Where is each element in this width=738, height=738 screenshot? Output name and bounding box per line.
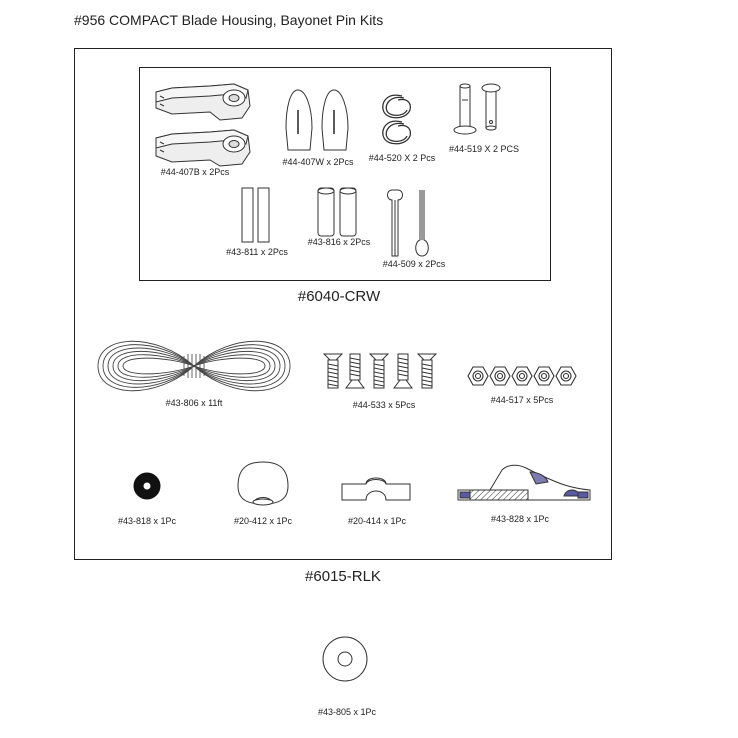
part-label-43-811: #43-811 x 2Pcs	[226, 247, 288, 257]
clevis-pin-44-519-drawing	[452, 80, 508, 140]
pad-43-816-drawing	[314, 186, 362, 238]
washer-43-818-drawing	[133, 472, 161, 500]
part-label-43-828: #43-828 x 1Pc	[490, 514, 550, 524]
wedge-44-407w-drawing	[282, 88, 352, 154]
part-label-44-519: #44-519 X 2 PCS	[448, 144, 520, 154]
part-label-20-412: #20-412 x 1Pc	[233, 516, 293, 526]
coiled-line-43-806-drawing	[96, 330, 292, 402]
part-label-44-517: #44-517 x 5Pcs	[490, 395, 554, 405]
part-label-43-816: #43-816 x 2Pcs	[307, 237, 371, 247]
cotter-pin-44-509-drawing	[382, 186, 434, 260]
spring-clip-44-520-drawing	[376, 92, 420, 152]
part-label-20-414: #20-414 x 1Pc	[347, 516, 407, 526]
document-title: #956 COMPACT Blade Housing, Bayonet Pin Kits	[74, 12, 384, 28]
block-20-412-drawing	[234, 460, 292, 506]
part-label-44-407w: #44-407W x 2Pcs	[282, 157, 354, 167]
part-label-44-520: #44-520 X 2 Pcs	[368, 153, 436, 163]
kit-name-6040-crw: #6040-CRW	[297, 288, 381, 305]
kit-name-6015-rlk: #6015-RLK	[305, 568, 381, 585]
part-label-44-509: #44-509 x 2Pcs	[382, 259, 446, 269]
part-label-43-806: #43-806 x 11ft	[165, 398, 223, 408]
strip-43-811-drawing	[238, 186, 274, 244]
nuts-44-517-drawing	[466, 364, 580, 388]
washer-43-805-drawing	[320, 634, 370, 684]
blade-housing-44-407b-drawing	[150, 76, 260, 168]
part-label-43-818: #43-818 x 1Pc	[117, 516, 177, 526]
cam-cleat-43-828-drawing	[456, 462, 592, 504]
part-label-43-805: #43-805 x 1Pc	[317, 707, 377, 717]
part-label-44-407b: #44-407B x 2Pcs	[160, 167, 230, 177]
screws-44-533-drawing	[320, 350, 442, 392]
part-label-44-533: #44-533 x 5Pcs	[352, 400, 416, 410]
saddle-20-414-drawing	[340, 474, 412, 504]
